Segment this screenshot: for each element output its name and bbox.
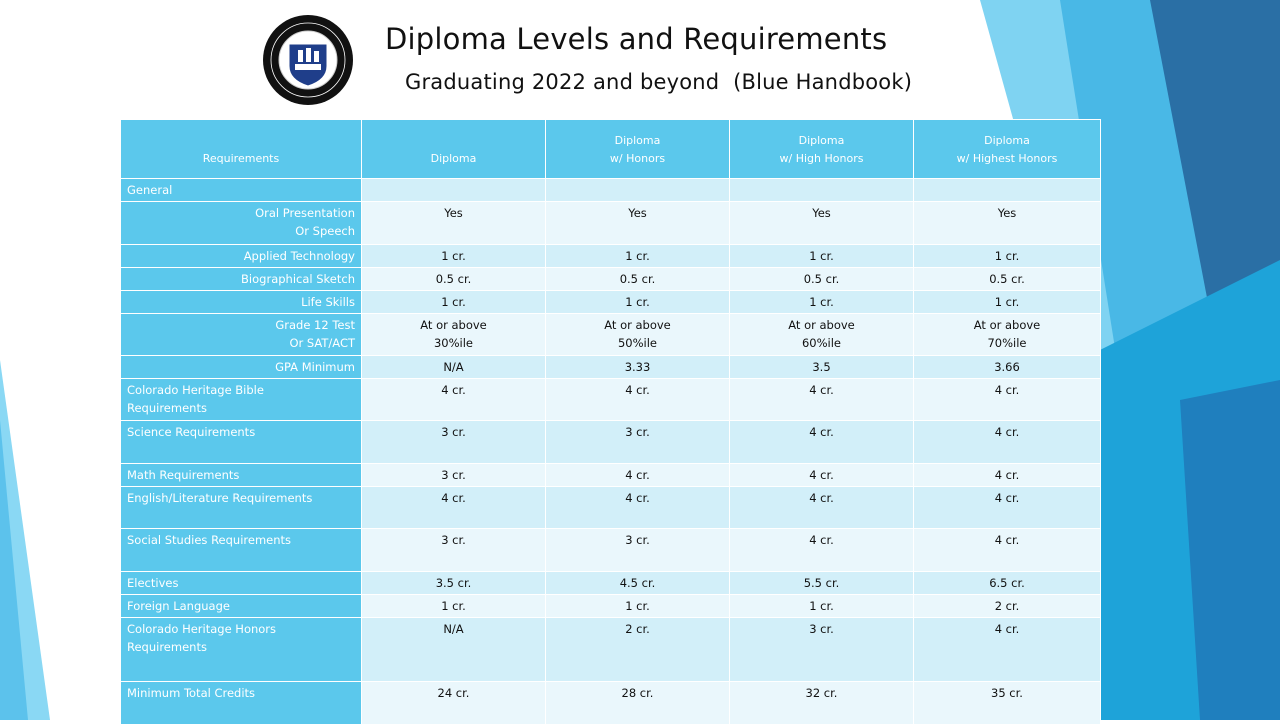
column-header-diploma-level (362, 120, 546, 179)
row-label (121, 572, 362, 595)
table-cell (730, 572, 914, 595)
table-cell (362, 291, 546, 314)
cell-text: GPA Minimum (275, 360, 355, 374)
cell-text: 1 cr. (809, 599, 834, 613)
table-row (121, 572, 1101, 595)
table-cell (914, 595, 1101, 618)
cell-text (368, 181, 539, 199)
row-label (121, 682, 362, 725)
cell-text: 3.5 cr. (435, 576, 472, 590)
table-cell (546, 202, 730, 245)
row-label (121, 291, 362, 314)
table-cell (730, 268, 914, 291)
page-subtitle: Graduating 2022 and beyond (Blue Handbook) (405, 70, 913, 94)
table-cell (730, 291, 914, 314)
cell-text: 35 cr. (991, 686, 1023, 700)
cell-text: 6.5 cr. (989, 576, 1025, 590)
table-cell (362, 464, 546, 487)
cell-text: 4 cr. (809, 491, 834, 505)
row-label (121, 245, 362, 268)
table-cell (914, 245, 1101, 268)
row-label (121, 179, 362, 202)
cell-text: 3 cr. (625, 533, 650, 547)
row-label (121, 268, 362, 291)
cell-text: 5.5 cr. (803, 576, 840, 590)
table-cell (914, 487, 1101, 529)
cell-text: 28 cr. (621, 686, 654, 700)
cell-text: 1 cr. (994, 295, 1020, 309)
table-cell (546, 179, 730, 202)
table-cell (730, 356, 914, 379)
table-cell (546, 682, 730, 725)
cell-text: 4 cr. (441, 491, 466, 505)
table-cell (730, 379, 914, 421)
column-header-diploma-level (730, 120, 914, 179)
cell-text: 70%ile (987, 336, 1027, 350)
cell-text: 50%ile (617, 336, 658, 350)
row-label (121, 529, 362, 572)
cell-text: 4 cr. (994, 425, 1020, 439)
table-cell (914, 464, 1101, 487)
table-cell (730, 179, 914, 202)
cell-text: Or Speech (295, 224, 355, 238)
cell-text: Requirements (127, 401, 207, 415)
table-row (121, 618, 1101, 682)
table-cell (914, 314, 1101, 356)
cell-text: 3 cr. (809, 622, 834, 636)
table-cell (546, 379, 730, 421)
cell-text: 1 cr. (625, 295, 650, 309)
cell-text: 3 cr. (625, 425, 650, 439)
cell-text: 3.66 (994, 360, 1020, 374)
school-logo-icon (262, 14, 354, 106)
cell-text: Biographical Sketch (241, 272, 355, 286)
table-row (121, 682, 1101, 725)
cell-text: Diploma (984, 134, 1030, 147)
cell-text: 4 cr. (625, 383, 650, 397)
cell-text: Yes (444, 206, 463, 220)
table-cell (730, 464, 914, 487)
cell-text: Diploma (430, 152, 477, 165)
table-cell (914, 202, 1101, 245)
table-row (121, 291, 1101, 314)
cell-text: 4 cr. (441, 383, 466, 397)
table-cell (362, 245, 546, 268)
table-cell (362, 268, 546, 291)
cell-text: English/Literature Requirements (127, 491, 313, 505)
cell-text: 3.33 (624, 360, 651, 374)
cell-text: 0.5 cr. (619, 272, 656, 286)
table-row (121, 595, 1101, 618)
table-cell (730, 314, 914, 356)
cell-text: 4 cr. (809, 533, 834, 547)
cell-text: 1 cr. (441, 295, 466, 309)
cell-text: Oral Presentation (255, 206, 355, 220)
table-cell (730, 682, 914, 725)
cell-text: 1 cr. (625, 599, 650, 613)
cell-text: w/ Honors (609, 152, 666, 165)
table-cell (914, 291, 1101, 314)
column-header-requirements (121, 120, 362, 179)
cell-text: 4 cr. (994, 533, 1020, 547)
table-cell (546, 314, 730, 356)
table-cell (914, 618, 1101, 682)
cell-text: 4 cr. (994, 622, 1020, 636)
table-row (121, 268, 1101, 291)
cell-text: Grade 12 Test (275, 318, 355, 332)
cell-text: Colorado Heritage Honors (127, 622, 277, 636)
cell-text: Requirements (202, 152, 280, 165)
cell-text: w/ High Honors (779, 152, 864, 165)
table-body (121, 179, 1101, 725)
row-label (121, 314, 362, 356)
cell-text: 1 cr. (441, 249, 466, 263)
cell-text (736, 181, 907, 199)
row-label (121, 356, 362, 379)
cell-text: 1 cr. (809, 295, 834, 309)
table-cell (914, 529, 1101, 572)
cell-text: Or SAT/ACT (289, 336, 355, 350)
cell-text: At or above (604, 318, 671, 332)
table-cell (362, 202, 546, 245)
table-cell (914, 268, 1101, 291)
table-cell (914, 179, 1101, 202)
table-cell (546, 595, 730, 618)
cell-text: 4 cr. (809, 425, 834, 439)
cell-text: Minimum Total Credits (127, 686, 256, 700)
cell-text: 0.5 cr. (989, 272, 1025, 286)
table-cell (730, 202, 914, 245)
table-header-row (121, 120, 1101, 179)
cell-text: 4 cr. (809, 383, 834, 397)
column-header-diploma-level (546, 120, 730, 179)
table-row (121, 379, 1101, 421)
row-label (121, 464, 362, 487)
cell-text: Math Requirements (127, 468, 240, 482)
cell-text: 60%ile (801, 336, 842, 350)
table-cell (362, 179, 546, 202)
cell-text: 3 cr. (441, 425, 466, 439)
table-cell (914, 572, 1101, 595)
cell-text: Electives (127, 576, 179, 590)
table-cell (362, 595, 546, 618)
cell-text: At or above (973, 318, 1041, 332)
column-header-diploma-level (914, 120, 1101, 179)
cell-text: 1 cr. (994, 249, 1020, 263)
cell-text: Diploma (798, 134, 845, 147)
cell-text: 4 cr. (994, 383, 1020, 397)
cell-text: 4 cr. (994, 468, 1020, 482)
cell-text: Life Skills (301, 295, 355, 309)
table-cell (546, 572, 730, 595)
table-cell (362, 682, 546, 725)
cell-text: 4 cr. (625, 491, 650, 505)
cell-text: 3 cr. (441, 468, 466, 482)
table-cell (730, 421, 914, 464)
cell-text: Yes (628, 206, 647, 220)
cell-text: Applied Technology (243, 249, 355, 263)
cell-text (920, 181, 1094, 199)
row-label (121, 595, 362, 618)
cell-text: w/ Highest Honors (956, 152, 1058, 165)
row-label (121, 618, 362, 682)
table-row (121, 179, 1101, 202)
table-row (121, 464, 1101, 487)
requirements-table (120, 119, 1101, 725)
table-row (121, 202, 1101, 245)
table-row (121, 487, 1101, 529)
cell-text: 3 cr. (441, 533, 466, 547)
table-cell (362, 421, 546, 464)
table-row (121, 356, 1101, 379)
cell-text: 4 cr. (994, 491, 1020, 505)
table-cell (914, 356, 1101, 379)
table-cell (362, 572, 546, 595)
table-cell (362, 529, 546, 572)
table-cell (546, 356, 730, 379)
cell-text: Diploma (614, 134, 661, 147)
cell-text: 30%ile (433, 336, 474, 350)
cell-text: Requirements (127, 640, 207, 654)
table-cell (362, 618, 546, 682)
cell-text: At or above (788, 318, 855, 332)
cell-text: 0.5 cr. (435, 272, 472, 286)
table-row (121, 421, 1101, 464)
cell-text: 1 cr. (625, 249, 650, 263)
table-cell (362, 379, 546, 421)
cell-text: Yes (812, 206, 831, 220)
row-label (121, 421, 362, 464)
cell-text: 4 cr. (809, 468, 834, 482)
cell-text (552, 181, 723, 199)
cell-text: 0.5 cr. (803, 272, 840, 286)
table-cell (730, 595, 914, 618)
cell-text: 4.5 cr. (619, 576, 656, 590)
cell-text: At or above (420, 318, 487, 332)
cell-text: 24 cr. (437, 686, 470, 700)
cell-text: General (127, 183, 173, 197)
cell-text: N/A (443, 360, 464, 374)
table-cell (546, 618, 730, 682)
cell-text: 32 cr. (805, 686, 838, 700)
table-cell (914, 421, 1101, 464)
table-cell (730, 487, 914, 529)
cell-text: 2 cr. (625, 622, 650, 636)
table-cell (546, 421, 730, 464)
table-cell (914, 379, 1101, 421)
cell-text: Yes (997, 206, 1017, 220)
table-cell (730, 618, 914, 682)
cell-text: 4 cr. (625, 468, 650, 482)
table-cell (362, 487, 546, 529)
cell-text: 1 cr. (441, 599, 466, 613)
cell-text: 3.5 (812, 360, 831, 374)
cell-text: 2 cr. (994, 599, 1020, 613)
table-row (121, 529, 1101, 572)
cell-text: 1 cr. (809, 249, 834, 263)
table-cell (546, 529, 730, 572)
table-row (121, 245, 1101, 268)
page-title: Diploma Levels and Requirements (385, 22, 888, 56)
cell-text: Social Studies Requirements (127, 533, 292, 547)
table-cell (362, 356, 546, 379)
row-label (121, 202, 362, 245)
row-label (121, 379, 362, 421)
row-label (121, 487, 362, 529)
cell-text: Science Requirements (127, 425, 256, 439)
cell-text: Foreign Language (127, 599, 230, 613)
table-cell (546, 268, 730, 291)
table-cell (730, 529, 914, 572)
table-cell (730, 245, 914, 268)
table-cell (546, 245, 730, 268)
table-cell (362, 314, 546, 356)
table-cell (546, 291, 730, 314)
table-cell (546, 464, 730, 487)
table-cell (914, 682, 1101, 725)
table-cell (546, 487, 730, 529)
table-row (121, 314, 1101, 356)
cell-text: Colorado Heritage Bible (127, 383, 264, 397)
cell-text: N/A (443, 622, 464, 636)
